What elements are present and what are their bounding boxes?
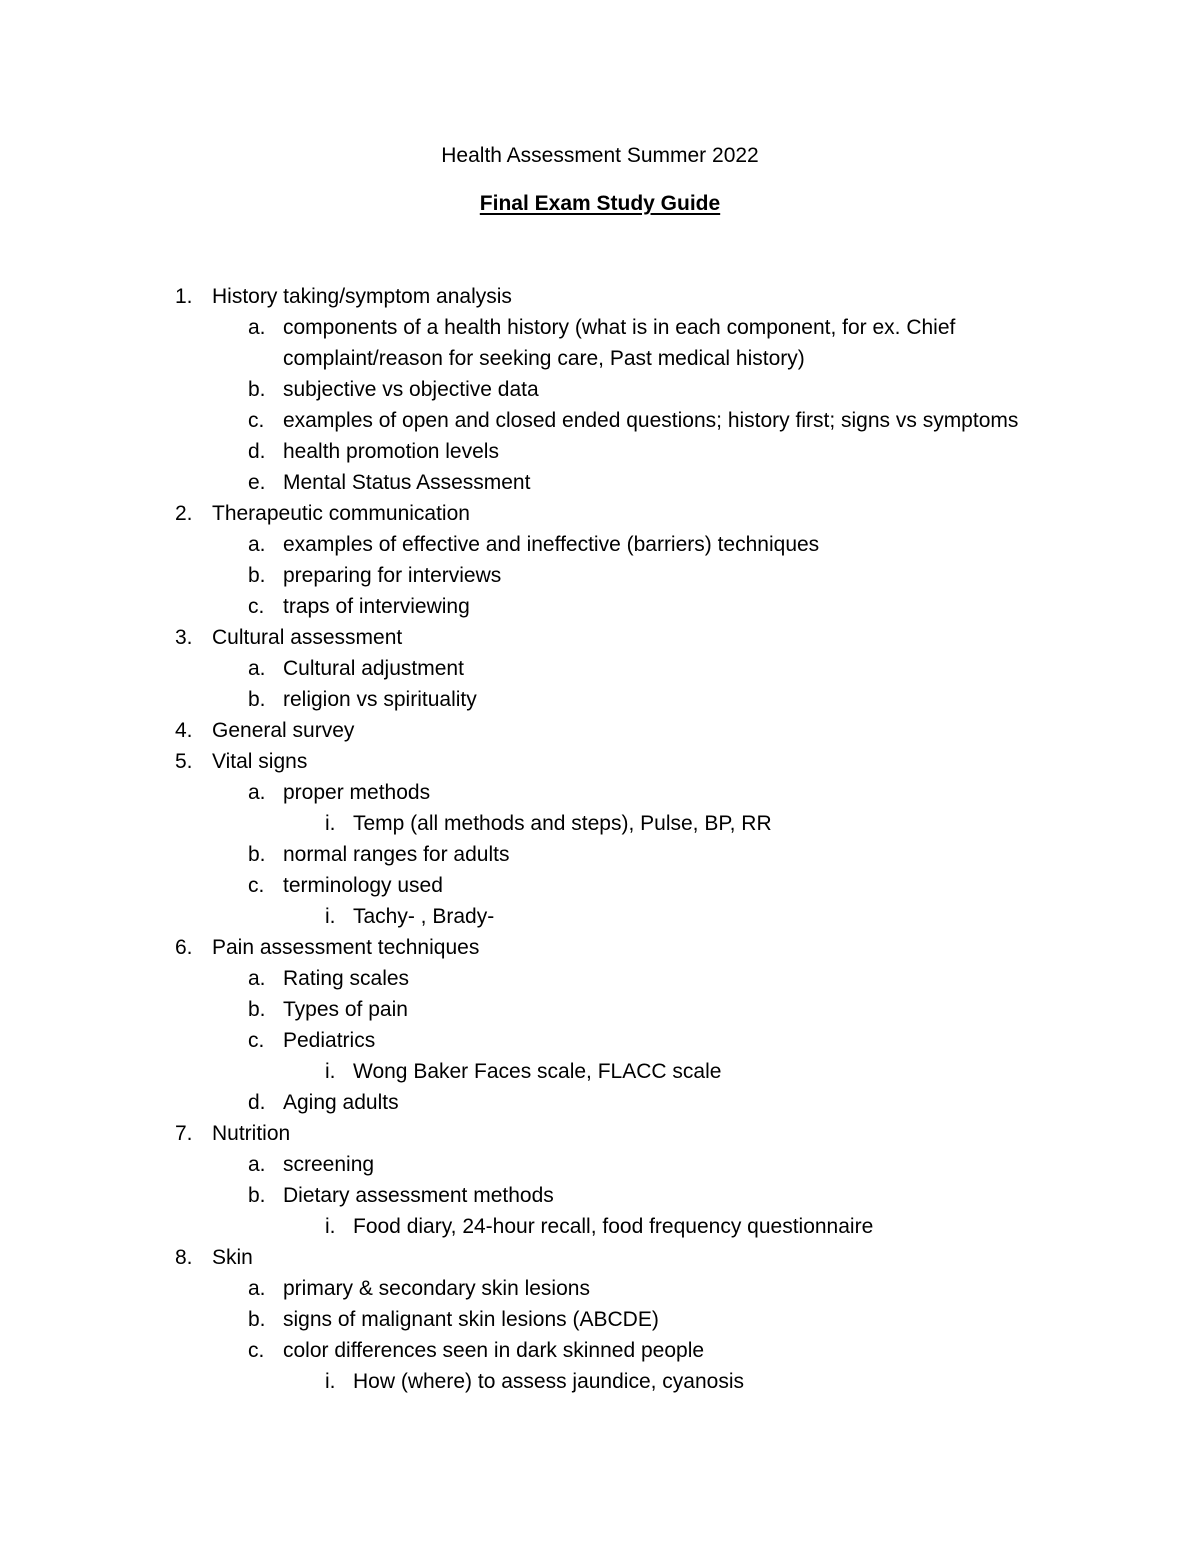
outline-item (0, 405, 1200, 436)
outline-item-text: proper methods (283, 781, 431, 804)
outline-item (0, 777, 1200, 808)
outline-item-text: Tachy- , Brady- (353, 905, 495, 928)
outline-item (0, 343, 1200, 374)
outline-item (0, 312, 1200, 343)
outline-item-marker: 6. (175, 936, 193, 959)
outline-item-text: Nutrition (212, 1122, 291, 1145)
outline-item-text: How (where) to assess jaundice, cyanosis (353, 1370, 745, 1393)
outline-item-marker: 5. (175, 750, 193, 773)
document-title: Health Assessment Summer 2022 (441, 144, 759, 167)
outline-item-text: religion vs spirituality (283, 688, 477, 711)
outline-item-text: normal ranges for adults (283, 843, 510, 866)
outline-item-text: Pain assessment techniques (212, 936, 480, 959)
outline-item-marker: b. (248, 1184, 266, 1207)
outline-item-marker: c. (248, 1339, 265, 1362)
outline-item-text: Cultural assessment (212, 626, 403, 649)
outline-item (0, 529, 1200, 560)
outline-item (0, 746, 1200, 777)
outline-item-marker: c. (248, 409, 265, 432)
outline-item-text: History taking/symptom analysis (212, 285, 512, 308)
outline-item-text: Skin (212, 1246, 253, 1269)
document-subtitle (0, 190, 1200, 218)
outline-item (0, 1273, 1200, 1304)
outline-item-marker: i. (325, 1060, 336, 1083)
outline-item (0, 1211, 1200, 1242)
outline-item (0, 870, 1200, 901)
outline-item-text: preparing for interviews (283, 564, 502, 587)
outline-item (0, 374, 1200, 405)
outline-item (0, 1025, 1200, 1056)
outline-item-marker: b. (248, 843, 266, 866)
outline-item-marker: c. (248, 874, 265, 897)
outline-item (0, 653, 1200, 684)
outline-item (0, 715, 1200, 746)
outline-item-text: terminology used (283, 874, 443, 897)
outline-item-text: screening (283, 1153, 375, 1176)
outline-item-marker: i. (325, 1370, 336, 1393)
outline-item-text: Dietary assessment methods (283, 1184, 554, 1207)
outline-item-marker: a. (248, 1277, 266, 1300)
outline-item-marker: 3. (175, 626, 193, 649)
outline-item-marker: a. (248, 1153, 266, 1176)
outline-item-marker: 2. (175, 502, 193, 525)
outline-item-marker: i. (325, 905, 336, 928)
outline-item-marker: b. (248, 1308, 266, 1331)
outline-item (0, 498, 1200, 529)
outline-item (0, 436, 1200, 467)
outline-item-marker: a. (248, 657, 266, 680)
document-subtitle-text: Final Exam Study Guide (479, 192, 721, 215)
outline-item-text: Wong Baker Faces scale, FLACC scale (353, 1060, 722, 1083)
outline-item-text: subjective vs objective data (283, 378, 539, 401)
outline-item-text: health promotion levels (283, 440, 499, 463)
outline-item (0, 932, 1200, 963)
outline-item (0, 1242, 1200, 1273)
outline-item-text: color differences seen in dark skinned people (283, 1339, 705, 1362)
outline-item-marker: 8. (175, 1246, 193, 1269)
outline-item-text: General survey (212, 719, 355, 742)
outline-item (0, 808, 1200, 839)
outline-item-marker: b. (248, 998, 266, 1021)
outline-item-marker: a. (248, 781, 266, 804)
outline-item-text: Types of pain (283, 998, 408, 1021)
outline-item (0, 1180, 1200, 1211)
outline-item (0, 1366, 1200, 1397)
outline-item (0, 560, 1200, 591)
outline-item-marker: i. (325, 1215, 336, 1238)
study-guide-outline (0, 281, 1200, 1397)
outline-item (0, 901, 1200, 932)
outline-item-text: examples of effective and ineffective (barriers) techniques (283, 533, 820, 556)
outline-item-marker: b. (248, 688, 266, 711)
outline-item-marker: i. (325, 812, 336, 835)
outline-item-text: examples of open and closed ended questions; history first; signs vs symptoms (283, 409, 1019, 432)
outline-item-text: Mental Status Assessment (283, 471, 531, 494)
outline-item (0, 467, 1200, 498)
outline-item (0, 281, 1200, 312)
outline-item (0, 622, 1200, 653)
outline-item-marker: d. (248, 1091, 266, 1114)
outline-item-text: components of a health history (what is in each component, for ex. Chief (283, 316, 956, 339)
outline-item (0, 1087, 1200, 1118)
outline-item-marker: a. (248, 533, 266, 556)
outline-item-marker: c. (248, 1029, 265, 1052)
outline-item-marker: b. (248, 564, 266, 587)
outline-item-text: Pediatrics (283, 1029, 376, 1052)
outline-item-text: Cultural adjustment (283, 657, 464, 680)
outline-item-text: Rating scales (283, 967, 410, 990)
outline-item-text: Vital signs (212, 750, 308, 773)
outline-item-marker: e. (248, 471, 266, 494)
outline-item (0, 994, 1200, 1025)
outline-item-marker: b. (248, 378, 266, 401)
outline-item (0, 963, 1200, 994)
outline-item-marker: a. (248, 967, 266, 990)
outline-item-text: Food diary, 24-hour recall, food frequency questionnaire (353, 1215, 874, 1238)
outline-item-text: Therapeutic communication (212, 502, 470, 525)
outline-item (0, 1149, 1200, 1180)
outline-item-text: traps of interviewing (283, 595, 470, 618)
outline-item-text: complaint/reason for seeking care, Past medical history) (283, 347, 805, 370)
outline-item-text: signs of malignant skin lesions (ABCDE) (283, 1308, 659, 1331)
outline-item (0, 1304, 1200, 1335)
outline-item-marker: a. (248, 316, 266, 339)
outline-item (0, 839, 1200, 870)
outline-item-marker: 7. (175, 1122, 193, 1145)
outline-item-marker: 4. (175, 719, 193, 742)
outline-item (0, 1335, 1200, 1366)
outline-item-marker: d. (248, 440, 266, 463)
outline-item-text: primary & secondary skin lesions (283, 1277, 590, 1300)
outline-item (0, 1056, 1200, 1087)
outline-item-marker: c. (248, 595, 265, 618)
outline-item (0, 591, 1200, 622)
outline-item-marker: 1. (175, 285, 193, 308)
outline-item-text: Aging adults (283, 1091, 399, 1114)
outline-item (0, 684, 1200, 715)
outline-item-text: Temp (all methods and steps), Pulse, BP, RR (353, 812, 772, 835)
outline-item (0, 1118, 1200, 1149)
